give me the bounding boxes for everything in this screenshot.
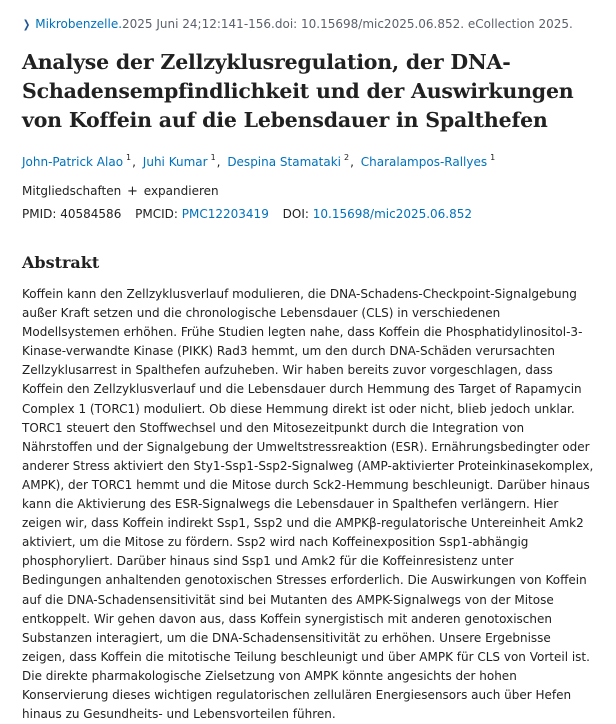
doi-link[interactable]: 10.15698/mic2025.06.852 bbox=[312, 207, 473, 221]
pmid-value: 40584586 bbox=[60, 207, 122, 221]
author-link[interactable]: Despina Stamataki bbox=[227, 155, 341, 169]
author-link[interactable]: Juhi Kumar bbox=[142, 155, 208, 169]
author-link[interactable]: John-Patrick Alao bbox=[22, 155, 124, 169]
pmcid-link[interactable]: PMC12203419 bbox=[181, 207, 269, 221]
abstract-heading: Abstrakt bbox=[22, 253, 100, 272]
article-identifiers bbox=[22, 206, 594, 222]
plus-icon: + bbox=[127, 184, 138, 199]
author-list: John-Patrick Alao $^1$, Juhi Kumar $^1$, Despina Stamataki $^2$, Charalampos-Rallyes $^1$ bbox=[22, 153, 496, 169]
abstract-text: Koffein kann den Zellzyklusverlauf modulieren, die DNA-Schadens-Checkpoint-Signalgebung außer Kraft setzen und die chronologische Lebensdauer (CLS) in verschiedenen Modellsystemen erhöhen. Frühe Studien legten nahe, dass Koffein die Phosphatidylinositol-3-Kinase-verwandte Kinase (PIKK) Rad3 hemmt, um den durch DNA-Schäden verursachten Zellzyklusarrest in Spalthefen aufzuheben. Wir haben bereits zuvor vorgeschlagen, dass Koffein den Zellzyklusverlauf und die Lebensdauer durch Hemmung des Target of Rapamycin Complex 1 (TORC1) moduliert. Ob diese Hemmung direkt ist oder nicht, blieb jedoch unklar. TORC1 steuert den Stoffwechsel und den Mitosezeitpunkt durch die Integration von Nährstoffen und der Signalgebung der Umweltstressreaktion (ESR). Ernährungsbedingter oder anderer Stress aktiviert den Sty1-Ssp1-Ssp2-Signalweg (AMP-aktivierter Proteinkinasekomplex, AMPK), der TORC1 hemmt und die Mitose durch Sck2-Hemmung beschleunigt. Darüber hinaus kann die Aktivierung des ESR-Signalwegs die Lebensdauer in Spalthefen verlängern. Hier zeigen wir, dass Koffein indirekt Ssp1, Ssp2 und die AMPKβ-regulatorische Untereinheit Amk2 aktiviert, um die Mitose zu fördern. Ssp2 wird nach Koffeinexposition Ssp1-abhängig phosphoryliert. Darüber hinaus sind Ssp1 und Amk2 für die Koffeinresistenz unter Bedingungen anhaltenden genotoxischen Stresses erforderlich. Die Auswirkungen von Koffein auf die DNA-Schadensensitivität sind bei Mutanten des AMPK-Signalwegs von der Mitose entkoppelt. Wir gehen davon aus, dass Koffein synergistisch mit anderen genotoxischen Substanzen interagiert, um die DNA-Schadensensitivität zu erhöhen. Unsere Ergebnisse zeigen, dass Koffein die mitotische Teilung beschleunigt und über AMPK für CLS von Vorteil ist. Die direkte pharmakologische Zielsetzung von AMPK könnte angesichts der hohen Konservierung dieses wichtigen regulatorischen zellulären Energiesensors auch über Hefen hinaus zu Gesundheits- und Lebensvorteilen führen. bbox=[22, 287, 594, 722]
expand-label: expandieren bbox=[143, 184, 219, 198]
affiliation-ref[interactable]: 1 bbox=[126, 153, 132, 162]
citation-line bbox=[22, 17, 594, 32]
citation-details: 2025 Juni 24;12:141-156.doi: 10.15698/mic2025.06.852. eCollection 2025. bbox=[122, 17, 573, 31]
affiliation-ref[interactable]: 1 bbox=[490, 153, 496, 162]
doi-label: DOI: bbox=[282, 207, 309, 221]
author-link[interactable]: Charalampos-Rallyes bbox=[360, 155, 488, 169]
pmcid-label: PMCID: bbox=[135, 207, 178, 221]
journal-link[interactable]: Mikrobenzelle. bbox=[35, 17, 123, 31]
pmid-label: PMID: bbox=[22, 207, 57, 221]
chevron-right-icon[interactable]: ❯ bbox=[22, 18, 31, 31]
article-title: Analyse der Zellzyklusregulation, der DNA-Schadensempfindlichkeit und der Auswirkungen von Koffein auf die Lebensdauer in Spalthefen bbox=[22, 50, 574, 132]
affiliation-ref[interactable]: 1 bbox=[210, 153, 216, 162]
affiliation-ref[interactable]: 2 bbox=[343, 153, 350, 162]
affiliations-label: Mitgliedschaften bbox=[22, 184, 122, 198]
affiliations-toggle[interactable] bbox=[22, 183, 594, 200]
